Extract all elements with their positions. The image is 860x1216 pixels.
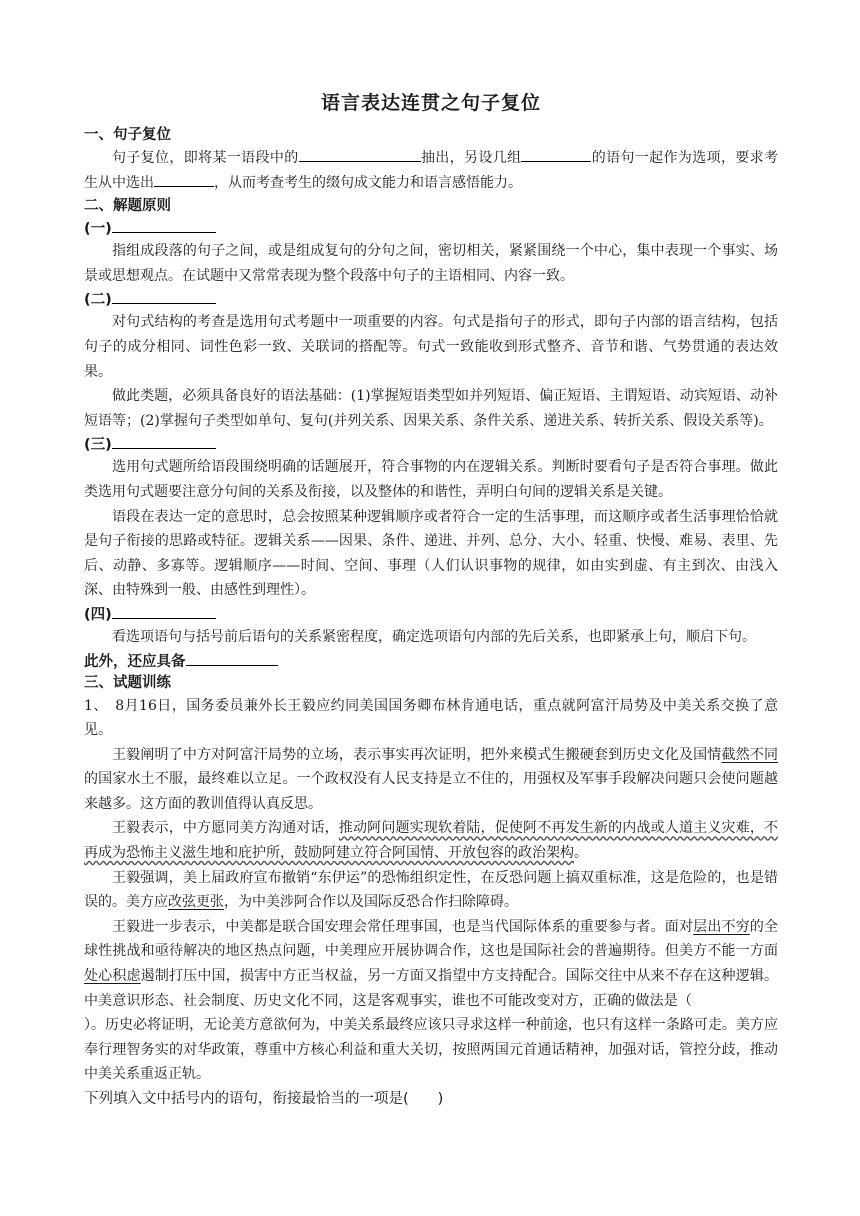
fill-blank — [154, 171, 214, 187]
extra-requirement: 此外，还应具备 — [84, 650, 778, 672]
section-heading-2: 二、解题原则 — [84, 198, 171, 215]
definition-paragraph: 句子复位，即将某一语段中的 抽出，另设几组 的语句一起作为选项，要求考生从中选出 ，从而考查考生的缀句成文能力和语言感悟能力。 — [84, 146, 778, 195]
fill-blank — [186, 650, 278, 666]
principle-paragraph-2: 对句式结构的考查是选用句式考题中一项重要的内容。句式是指句子的形式，即句子内部的语言结构，包括句子的成分相同、词性色彩一致、关联词的搭配等。句式一致能收到形式整齐、音节和谐、气势贯通的表达效果。 — [84, 314, 778, 380]
subheading-4: (四) — [84, 603, 778, 625]
question-prompt: 下列填入文中括号内的语句，衔接最恰当的一项是( ) — [84, 1091, 444, 1107]
subheading-2: (二) — [84, 288, 778, 310]
fill-blank — [299, 146, 421, 162]
section-heading-1: 一、句子复位 — [84, 127, 171, 143]
principle-paragraph-1: 指组成段落的句子之间，或是组成复句的分句之间，密切相关，紧紧围绕一个中心，集中表现一个事实、场景或思想观点。在试题中又常常表现为整个段落中句子的主语相同、内容一致。 — [84, 243, 778, 284]
fill-blank — [112, 603, 216, 619]
principle-paragraph-6: 看选项语句与括号前后语句的关系紧密程度，确定选项语句内部的先后关系，也即紧承上句，顺启下句。 — [112, 628, 756, 645]
passage-paragraph-1: 王毅阐明了中方对阿富汗局势的立场，表示事实再次证明，把外来模式生搬硬套到历史文化及国情截然不同的国家水土不服，最终难以立足。一个政权没有人民支持是立不住的，用强权及军事手段解决问题只会使问题越来越多。这方面的教训值得认真反思。 — [84, 746, 779, 812]
principle-paragraph-4: 选用句式题所给语段围绕明确的话题展开，符合事物的内在逻辑关系。判断时要看句子是否符合事理。做此类选用句式题要注意分句间的关系及衔接，以及整体的和谐性，弄明白句间的逻辑关系是关键。 — [84, 459, 778, 500]
underlined-phrase: 处心积虑 — [84, 968, 141, 985]
subheading-3: (三) — [84, 433, 778, 455]
passage-paragraph-2: 王毅表示，中方愿同美方沟通对话，推动阿问题实现软着陆，促使阿不再发生新的内战或人道主义灾难，不再成为恐怖主义滋生地和庇护所，鼓励阿建立符合阿国情、开放包容的政治架构。 — [84, 820, 779, 862]
principle-paragraph-3: 做此类题，必须具备良好的语法基础：(1)掌握短语类型如并列短语、偏正短语、主谓短语、动宾短语、动补短语等；(2)掌握句子类型如单句、复句(并列关系、因果关系、条件关系、递进关系、转折关系、假设关系等)。 — [84, 388, 778, 429]
fill-blank — [521, 146, 591, 162]
principle-paragraph-5: 语段在表达一定的意思时，总会按照某种逻辑顺序或者符合一定的生活事理，而这顺序或者生活事理恰恰就是句子衔接的思路或特征。逻辑关系——因果、条件、递进、并列、总分、大小、轻重、快慢、难易、表里、先后、动静、多寡等。逻辑顺序——时间、空间、事理（人们认识事物的规律，如由实到虚、有主到次、由浅入深、由特殊到一般、由感性到理性）。 — [84, 508, 778, 599]
passage-paragraph-4: 王毅进一步表示，中美都是联合国安理会常任理事国，也是当代国际体系的重要参与者。面对层出不穷的全球性挑战和亟待解决的地区热点问题，中美理应开展协调合作，这也是国际社会的普遍期待。但美方不能一方面处心积虑遏制打压中国，损害中方正当权益，另一方面又指望中方支持配合。国际交往中从来不存在这种逻辑。中美意识形态、社会制度、历史文化不同，这是客观事实，谁也不可能改变对方，正确的做法是（）。历史必将证明，无论美方意欲何为，中美关系最终应该只寻求这样一种前途，也只有这样一条路可走。美方应奉行理智务实的对华政策，尊重中方核心利益和重大关切，按照两国元首通话精神，加强对话，管控分歧，推动中美关系重返正轨。 — [84, 918, 779, 1083]
underlined-phrase: 层出不穷 — [693, 918, 750, 935]
fill-blank — [112, 217, 216, 233]
question-intro: 1、 8月16日，国务委员兼外长王毅应约同美国国务卿布林肯通电话，重点就阿富汗局势及中美关系交换了意见。 — [84, 697, 778, 739]
subheading-1: (一) — [84, 217, 778, 239]
wavy-underlined-sentence: 推动阿问题实现软着陆，促使阿不再发生新的内战或人道主义灾难，不再成为恐怖主义滋生地和庇护所，鼓励阿建立符合阿国情、开放包容的政治架构 — [84, 820, 779, 862]
underlined-phrase: 截然不同 — [721, 746, 779, 763]
section-heading-3: 三、试题训练 — [84, 674, 171, 691]
document-title: 语言表达连贯之句子复位 — [320, 92, 541, 114]
passage-paragraph-3: 王毅强调，美上届政府宣布撤销“东伊运”的恐怖组织定性，在反恐问题上搞双重标准，这是危险的，也是错误的。美方应改弦更张，为中美涉阿合作以及国际反恐合作扫除障碍。 — [84, 869, 778, 911]
fill-blank — [112, 433, 216, 449]
fill-blank — [112, 288, 216, 304]
document-page — [84, 88, 778, 1112]
underlined-phrase: 改弦更张 — [168, 894, 224, 911]
